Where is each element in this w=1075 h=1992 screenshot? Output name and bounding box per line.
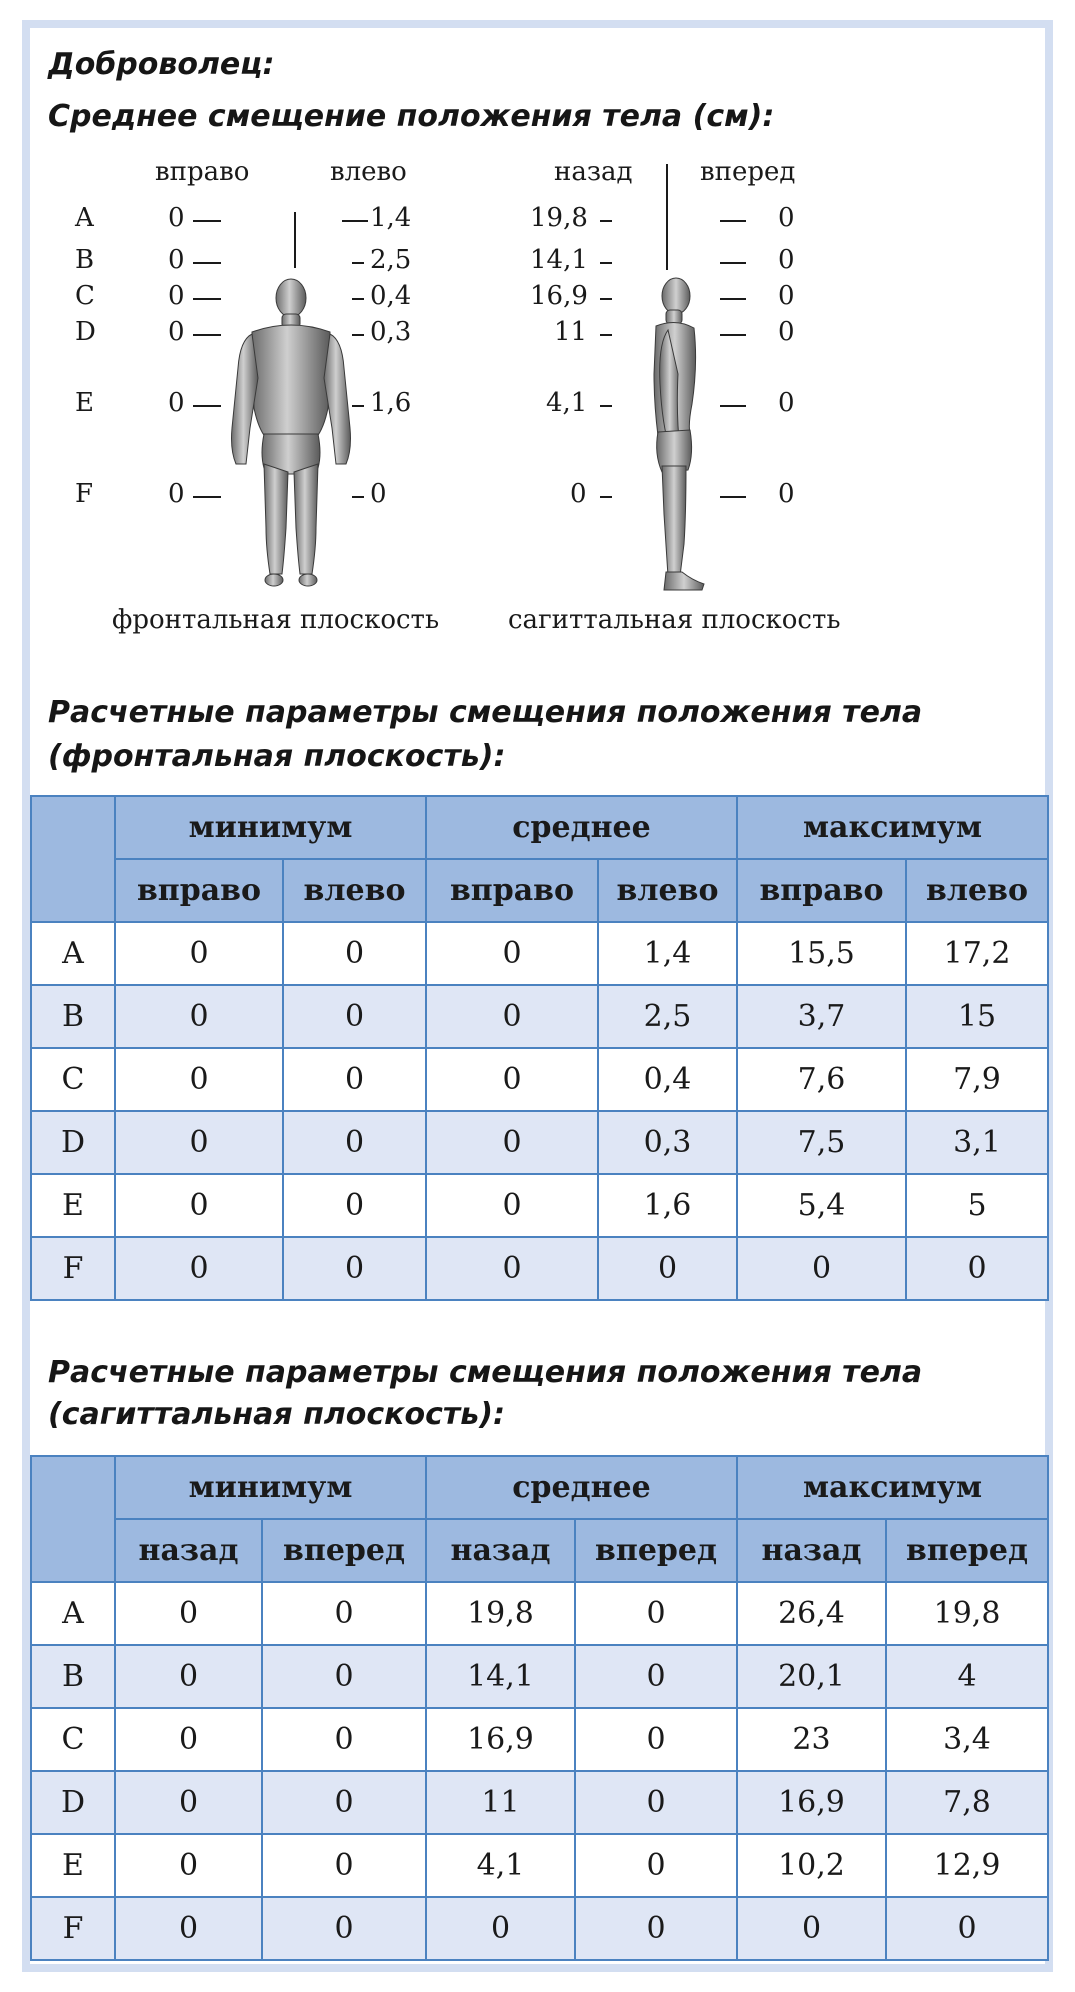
frontal-tick — [342, 220, 368, 222]
table-cell: 0 — [283, 985, 426, 1048]
table-cell: 0 — [906, 1237, 1048, 1300]
table-cell: 16,9 — [426, 1708, 575, 1771]
sagittal-back-direction: назад — [554, 157, 633, 187]
sagittal-back-value: 19,8 — [530, 203, 588, 233]
table-row — [31, 1708, 1048, 1771]
group-header: среднее — [426, 796, 737, 859]
table-cell: 0 — [115, 1174, 283, 1237]
table-cell: 0 — [262, 1708, 426, 1771]
frontal-params-heading-line1: Расчетные параметры смещения положения тела — [48, 695, 923, 730]
row-label: A — [31, 922, 115, 985]
frontal-right-value: 0 — [168, 203, 185, 233]
frontal-params-heading-line2: (фронтальная плоскость): — [48, 739, 506, 774]
table-cell: 0 — [426, 1237, 598, 1300]
table-cell: 0 — [426, 1174, 598, 1237]
table-cell: 0 — [262, 1582, 426, 1645]
table-cell: 0 — [115, 1645, 262, 1708]
frontal-row-label: C — [75, 281, 95, 311]
frontal-left-value: 0,4 — [370, 281, 412, 311]
table-cell: 0 — [737, 1897, 886, 1960]
group-header: минимум — [115, 796, 426, 859]
column-header: назад — [115, 1519, 262, 1582]
row-label: A — [31, 1582, 115, 1645]
row-label: E — [31, 1834, 115, 1897]
column-header: влево — [283, 859, 426, 922]
row-label: F — [31, 1897, 115, 1960]
sagittal-back-value: 11 — [554, 317, 588, 347]
sagittal-forward-value: 0 — [778, 479, 795, 509]
sagittal-params-heading-line1: Расчетные параметры смещения положения тела — [48, 1355, 923, 1390]
sagittal-tick — [600, 262, 612, 264]
table-row — [31, 1174, 1048, 1237]
sagittal-forward-value: 0 — [778, 203, 795, 233]
column-header: вправо — [737, 859, 906, 922]
table-cell: 0 — [115, 1048, 283, 1111]
row-label: B — [31, 1645, 115, 1708]
table-cell: 0 — [262, 1897, 426, 1960]
table-cell: 0 — [283, 1174, 426, 1237]
table-cell: 0 — [115, 1111, 283, 1174]
table-row — [31, 1237, 1048, 1300]
table-cell: 0 — [575, 1708, 737, 1771]
frontal-left-value: 2,5 — [370, 245, 412, 275]
sagittal-tick — [720, 496, 746, 498]
frontal-right-value: 0 — [168, 281, 185, 311]
table-cell: 1,6 — [598, 1174, 737, 1237]
sagittal-forward-value: 0 — [778, 317, 795, 347]
table-cell: 0 — [426, 985, 598, 1048]
sagittal-tick — [600, 220, 612, 222]
table-cell: 0 — [283, 1237, 426, 1300]
table-cell: 3,7 — [737, 985, 906, 1048]
table-cell: 7,9 — [906, 1048, 1048, 1111]
table-cell: 0 — [262, 1645, 426, 1708]
table-cell: 14,1 — [426, 1645, 575, 1708]
frontal-left-value: 1,6 — [370, 388, 412, 418]
frontal-row-label: D — [75, 317, 96, 347]
sagittal-tick — [720, 405, 746, 407]
table-cell: 0 — [115, 1237, 283, 1300]
frontal-plane-caption: фронтальная плоскость — [112, 605, 440, 635]
sagittal-forward-value: 0 — [778, 245, 795, 275]
frontal-left-value: 0 — [370, 479, 387, 509]
table-cell: 15,5 — [737, 922, 906, 985]
table-cell: 5 — [906, 1174, 1048, 1237]
group-header: максимум — [737, 1456, 1048, 1519]
table-row — [31, 1048, 1048, 1111]
table-cell: 19,8 — [426, 1582, 575, 1645]
sagittal-back-value: 4,1 — [546, 388, 588, 418]
frontal-tick — [193, 496, 221, 498]
table-cell: 0 — [115, 1771, 262, 1834]
column-header: назад — [426, 1519, 575, 1582]
human-body-side-icon — [628, 274, 718, 594]
column-header: вперед — [575, 1519, 737, 1582]
frontal-tick — [193, 298, 221, 300]
table-cell: 0 — [283, 1048, 426, 1111]
sagittal-params-table — [30, 1455, 1049, 1961]
frontal-row-label: B — [75, 245, 95, 275]
frontal-right-value: 0 — [168, 317, 185, 347]
frontal-right-direction: вправо — [155, 157, 250, 187]
table-cell: 0 — [262, 1834, 426, 1897]
sagittal-tick — [720, 262, 746, 264]
frontal-tick — [193, 262, 221, 264]
table-cell: 7,5 — [737, 1111, 906, 1174]
table-cell: 16,9 — [737, 1771, 886, 1834]
posture-diagram — [30, 150, 1045, 660]
table-cell: 0 — [115, 985, 283, 1048]
table-cell: 0 — [575, 1771, 737, 1834]
sagittal-forward-direction: вперед — [700, 157, 796, 187]
sagittal-back-value: 14,1 — [530, 245, 588, 275]
table-cell: 0 — [598, 1237, 737, 1300]
table-cell: 0 — [115, 1582, 262, 1645]
frontal-row-label: F — [75, 479, 94, 509]
sagittal-tick — [600, 298, 612, 300]
table-cell: 3,1 — [906, 1111, 1048, 1174]
table-cell: 0 — [115, 1897, 262, 1960]
frontal-right-value: 0 — [168, 479, 185, 509]
table-cell: 7,6 — [737, 1048, 906, 1111]
table-corner — [31, 1456, 115, 1582]
frontal-right-value: 0 — [168, 245, 185, 275]
table-cell: 0 — [262, 1771, 426, 1834]
sagittal-tick — [600, 496, 612, 498]
frontal-left-direction: влево — [330, 157, 407, 187]
table-cell: 0 — [115, 922, 283, 985]
table-cell: 12,9 — [886, 1834, 1048, 1897]
frontal-tick — [193, 405, 221, 407]
mean-shift-heading: Среднее смещение положения тела (см): — [48, 99, 775, 134]
group-header: среднее — [426, 1456, 737, 1519]
table-row — [31, 1111, 1048, 1174]
table-cell: 2,5 — [598, 985, 737, 1048]
sagittal-back-value: 16,9 — [530, 281, 588, 311]
sagittal-tick — [720, 220, 746, 222]
column-header: вправо — [426, 859, 598, 922]
column-header: назад — [737, 1519, 886, 1582]
table-cell: 0 — [737, 1237, 906, 1300]
group-header: минимум — [115, 1456, 426, 1519]
sagittal-tick — [720, 298, 746, 300]
table-cell: 0 — [575, 1582, 737, 1645]
column-header: вперед — [262, 1519, 426, 1582]
table-cell: 0 — [886, 1897, 1048, 1960]
sagittal-tick — [720, 334, 746, 336]
table-row — [31, 922, 1048, 985]
frontal-row-label: A — [75, 203, 94, 233]
table-cell: 11 — [426, 1771, 575, 1834]
table-cell: 0 — [426, 922, 598, 985]
sagittal-tick — [600, 405, 612, 407]
sagittal-back-value: 0 — [570, 479, 587, 509]
table-row — [31, 1582, 1048, 1645]
frontal-params-table — [30, 795, 1049, 1301]
frontal-right-value: 0 — [168, 388, 185, 418]
table-cell: 0,4 — [598, 1048, 737, 1111]
frontal-tick — [352, 262, 364, 264]
table-row — [31, 1645, 1048, 1708]
table-cell: 15 — [906, 985, 1048, 1048]
table-cell: 17,2 — [906, 922, 1048, 985]
frontal-left-value: 0,3 — [370, 317, 412, 347]
volunteer-heading: Доброволец: — [48, 47, 275, 82]
human-body-front-icon — [224, 278, 358, 590]
table-cell: 0 — [283, 1111, 426, 1174]
row-label: C — [31, 1048, 115, 1111]
table-cell: 10,2 — [737, 1834, 886, 1897]
sagittal-tick — [600, 334, 612, 336]
frontal-tick — [352, 405, 364, 407]
frontal-left-value: 1,4 — [370, 203, 412, 233]
table-cell: 0 — [575, 1645, 737, 1708]
row-label: C — [31, 1708, 115, 1771]
table-cell: 26,4 — [737, 1582, 886, 1645]
table-cell: 0 — [575, 1897, 737, 1960]
table-cell: 7,8 — [886, 1771, 1048, 1834]
table-cell: 3,4 — [886, 1708, 1048, 1771]
frontal-tick — [352, 496, 364, 498]
row-label: E — [31, 1174, 115, 1237]
row-label: D — [31, 1771, 115, 1834]
table-cell: 0 — [115, 1708, 262, 1771]
sagittal-forward-value: 0 — [778, 388, 795, 418]
row-label: D — [31, 1111, 115, 1174]
group-header: максимум — [737, 796, 1048, 859]
column-header: вперед — [886, 1519, 1048, 1582]
row-label: B — [31, 985, 115, 1048]
table-cell: 4,1 — [426, 1834, 575, 1897]
table-cell: 0 — [283, 922, 426, 985]
column-header: вправо — [115, 859, 283, 922]
table-cell: 20,1 — [737, 1645, 886, 1708]
table-cell: 4 — [886, 1645, 1048, 1708]
table-row — [31, 1771, 1048, 1834]
table-cell: 1,4 — [598, 922, 737, 985]
table-cell: 0 — [115, 1834, 262, 1897]
sagittal-forward-value: 0 — [778, 281, 795, 311]
frontal-tick — [352, 298, 364, 300]
table-row — [31, 1834, 1048, 1897]
frontal-tick — [193, 220, 221, 222]
table-cell: 0 — [575, 1834, 737, 1897]
column-header: влево — [906, 859, 1048, 922]
frontal-tick — [193, 334, 221, 336]
table-cell: 0 — [426, 1897, 575, 1960]
column-header: влево — [598, 859, 737, 922]
sagittal-plane-caption: сагиттальная плоскость — [508, 605, 841, 635]
sagittal-axis-line — [666, 164, 668, 270]
table-cell: 0,3 — [598, 1111, 737, 1174]
table-cell: 19,8 — [886, 1582, 1048, 1645]
table-row — [31, 1897, 1048, 1960]
frontal-tick — [352, 334, 364, 336]
table-cell: 0 — [426, 1111, 598, 1174]
table-corner — [31, 796, 115, 922]
table-cell: 0 — [426, 1048, 598, 1111]
frontal-axis-line — [294, 212, 296, 268]
frontal-row-label: E — [75, 388, 94, 418]
table-cell: 5,4 — [737, 1174, 906, 1237]
table-row — [31, 985, 1048, 1048]
sagittal-params-heading-line2: (сагиттальная плоскость): — [48, 1397, 505, 1432]
row-label: F — [31, 1237, 115, 1300]
table-cell: 23 — [737, 1708, 886, 1771]
